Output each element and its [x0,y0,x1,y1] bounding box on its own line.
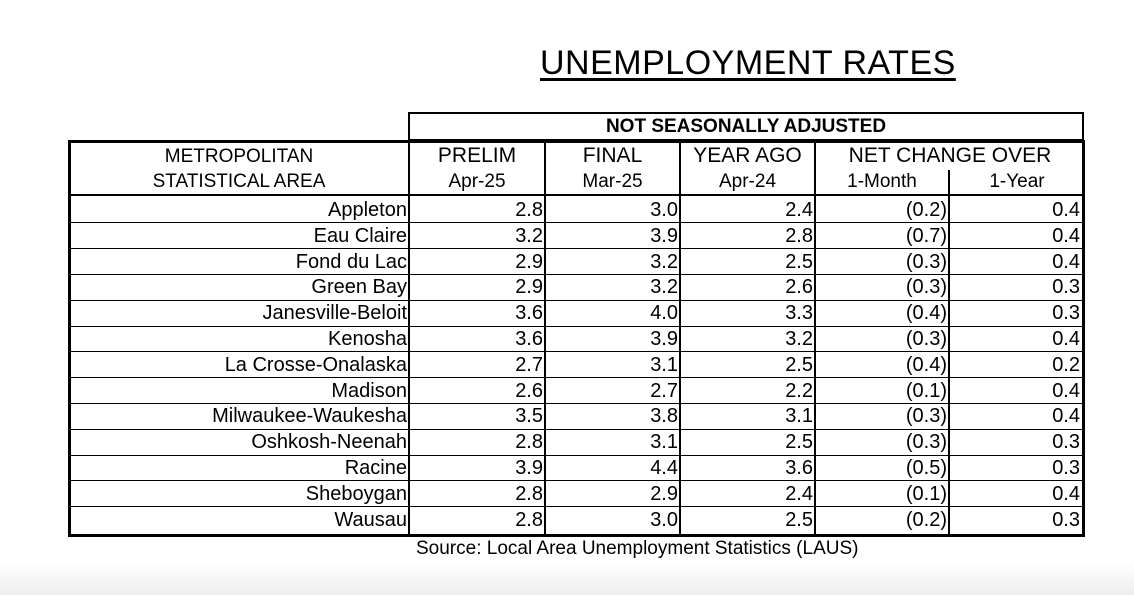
year-ago-header: YEAR AGO [693,144,802,167]
final-cell: 2.7 [650,379,678,402]
final-date: Mar-25 [582,171,643,192]
one-month-cell: (0.1) [905,482,947,505]
year-ago-cell: 3.3 [785,302,813,325]
area-cell: Green Bay [311,276,407,299]
final-cell: 3.2 [650,276,678,299]
year-ago-cell: 2.5 [785,508,813,531]
final-cell: 3.1 [650,431,678,454]
one-year-cell: 0.3 [1052,508,1080,531]
area-header-line2: STATISTICAL AREA [152,171,326,192]
area-cell: Kenosha [328,328,407,350]
prelim-cell: 2.9 [515,250,543,273]
area-cell: Wausau [334,508,407,531]
prelim-header: PRELIM [437,144,517,167]
prelim-cell: 3.2 [515,224,543,247]
one-year-cell: 0.3 [1052,431,1080,454]
one-year-cell: 0.4 [1052,224,1080,247]
one-month-header: 1-Month [847,171,917,192]
one-year-cell: 0.2 [1052,353,1080,376]
area-cell: Fond du Lac [295,250,407,273]
super-header: NOT SEASONALLY ADJUSTED [408,112,1084,140]
year-ago-cell: 2.4 [785,482,813,505]
one-year-cell: 0.4 [1052,379,1080,402]
one-month-cell: (0.2) [905,199,947,221]
final-cell: 4.4 [650,457,678,479]
final-cell: 4.0 [650,302,678,325]
area-cell: Sheboygan [305,482,407,505]
one-month-cell: (0.5) [905,457,947,479]
area-cell: Janesville-Beloit [262,302,407,325]
prelim-cell: 3.5 [515,405,543,428]
year-ago-cell: 2.6 [785,276,813,299]
area-cell: Racine [344,457,407,479]
year-ago-cell: 2.5 [785,431,813,454]
year-ago-cell: 2.5 [785,250,813,273]
one-month-cell: (0.4) [905,353,947,376]
prelim-cell: 2.8 [515,508,543,531]
area-cell: Madison [331,379,407,402]
area-header-line1: METROPOLITAN [164,146,314,167]
one-year-cell: 0.3 [1052,302,1080,325]
year-ago-cell: 2.8 [785,224,813,247]
prelim-cell: 2.8 [515,482,543,505]
year-ago-cell: 2.2 [785,379,813,402]
year-ago-cell: 3.1 [785,405,813,428]
source-note: Source: Local Area Unemployment Statistics (LAUS) [416,538,859,559]
one-year-cell: 0.4 [1052,405,1080,428]
final-header: FINAL [582,144,643,167]
final-cell: 2.9 [650,482,678,505]
year-ago-cell: 3.6 [785,457,813,479]
one-month-cell: (0.3) [905,250,947,273]
one-year-cell: 0.4 [1052,199,1080,221]
year-ago-cell: 2.4 [785,199,813,221]
year-ago-cell: 2.5 [785,353,813,376]
page-title: UNEMPLOYMENT RATES [540,44,956,82]
prelim-cell: 2.8 [515,199,543,221]
year-ago-cell: 3.2 [785,328,813,350]
final-cell: 3.0 [650,199,678,221]
one-month-cell: (0.3) [905,328,947,350]
prelim-cell: 3.6 [515,302,543,325]
net-change-header: NET CHANGE OVER [848,144,1052,167]
area-cell: Oshkosh-Neenah [251,431,407,454]
one-month-cell: (0.3) [905,405,947,428]
final-cell: 3.9 [650,328,678,350]
one-month-cell: (0.2) [905,508,947,531]
one-month-cell: (0.3) [905,431,947,454]
area-cell: La Crosse-Onalaska [224,353,407,376]
final-cell: 3.8 [650,405,678,428]
prelim-date: Apr-25 [448,171,506,192]
one-year-cell: 0.4 [1052,328,1080,350]
one-month-cell: (0.7) [905,224,947,247]
header-separator [68,194,1085,196]
prelim-cell: 2.6 [515,379,543,402]
one-year-cell: 0.4 [1052,482,1080,505]
one-month-cell: (0.4) [905,302,947,325]
area-cell: Appleton [328,199,407,221]
prelim-cell: 3.6 [515,328,543,350]
one-year-cell: 0.3 [1052,276,1080,299]
final-cell: 3.0 [650,508,678,531]
prelim-cell: 3.9 [515,457,543,479]
one-year-cell: 0.3 [1052,457,1080,479]
area-cell: Milwaukee-Waukesha [212,405,407,428]
prelim-cell: 2.8 [515,431,543,454]
page-bottom-shade [0,563,1134,595]
one-month-cell: (0.3) [905,276,947,299]
final-cell: 3.1 [650,353,678,376]
final-cell: 3.2 [650,250,678,273]
final-cell: 3.9 [650,224,678,247]
one-year-header: 1-Year [989,171,1045,192]
one-year-cell: 0.4 [1052,250,1080,273]
year-ago-date: Apr-24 [718,171,777,192]
prelim-cell: 2.9 [515,276,543,299]
prelim-cell: 2.7 [515,353,543,376]
area-cell: Eau Claire [313,224,407,247]
one-month-cell: (0.1) [905,379,947,402]
